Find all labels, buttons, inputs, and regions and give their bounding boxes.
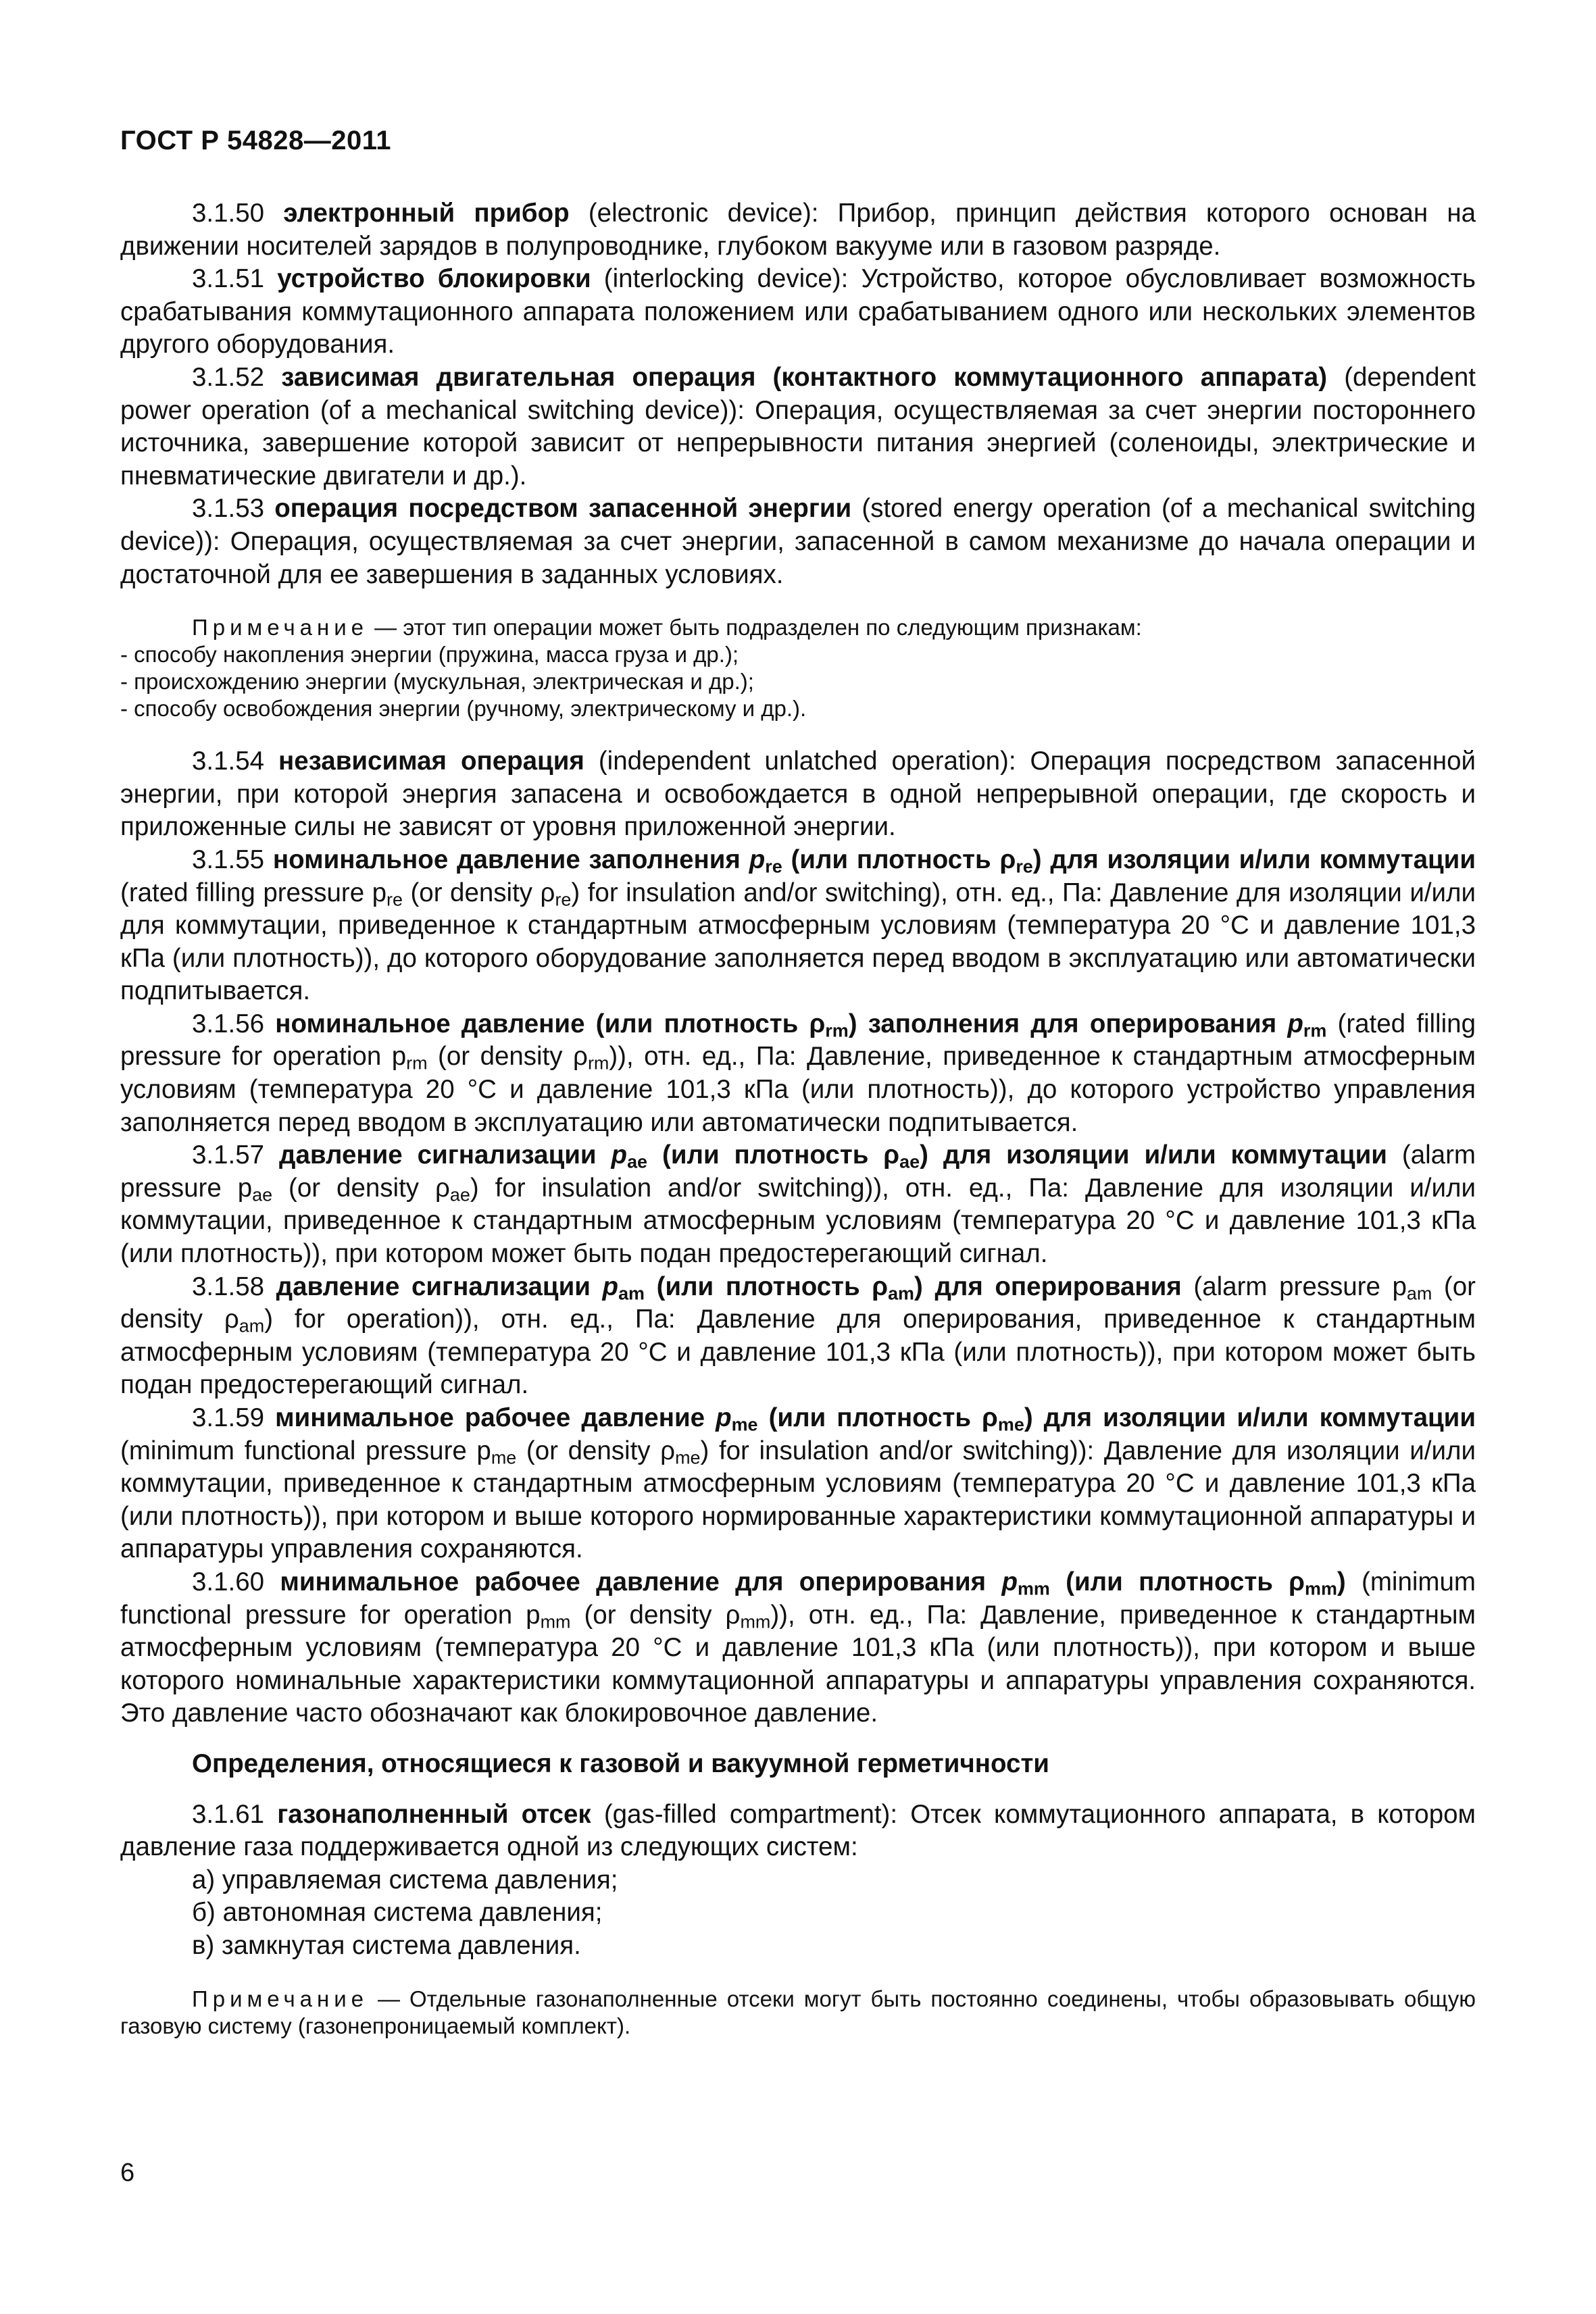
term-3-1-61 xyxy=(120,1799,1476,1864)
term-3-1-57 xyxy=(120,1139,1476,1270)
term-number: 3.1.57 xyxy=(192,1140,265,1170)
term-definition: (gas-filled compartment): Отсек коммутационного аппарата, в котором давление газа поддерживается одной из следующих систем: xyxy=(120,1799,1476,1862)
term-number: 3.1.56 xyxy=(192,1009,265,1038)
term-definition: (interlocking device): Устройство, которое обусловливает возможность срабатывания коммутационного аппарата положением или срабатыванием одного или нескольких элементов другого оборудования. xyxy=(120,264,1476,359)
term-name: независимая операция xyxy=(278,747,584,776)
term-number: 3.1.55 xyxy=(192,845,265,874)
term-number: 3.1.61 xyxy=(192,1799,265,1829)
document-page xyxy=(120,0,1476,2314)
document-body xyxy=(120,197,1476,2040)
term-number: 3.1.51 xyxy=(192,264,265,294)
list-item: в) замкнутая система давления. xyxy=(192,1930,581,1960)
term-number: 3.1.50 xyxy=(192,199,265,228)
term-3-1-50 xyxy=(120,197,1476,263)
note-block xyxy=(120,1986,1476,2040)
term-name: минимальное рабочее давление $p_{me}$ (или плотность $\rho_{me}$) для изоляции и/или коммутации xyxy=(275,1403,1476,1435)
note-block xyxy=(120,614,1476,722)
term-name: электронный прибор xyxy=(283,199,570,228)
term-number: 3.1.58 xyxy=(192,1272,265,1301)
note-label: Примечание xyxy=(192,1986,369,2011)
document-header: ГОСТ Р 54828—2011 xyxy=(120,126,391,155)
term-name: номинальное давление заполнения $p_{re}$ (или плотность $\rho_{re}$) для изоляции и/или коммутации xyxy=(272,845,1476,877)
term-number: 3.1.60 xyxy=(192,1567,265,1596)
term-definition: (stored energy operation (of a mechanical switching device)): Операция, осуществляемая за счет энергии, запасенной в самом механизме до начала операции и достаточной для ее завершения в заданных условиях. xyxy=(120,494,1476,589)
note-list-item: - способу накопления энергии (пружина, масса груза и др.); xyxy=(120,642,739,668)
term-name: операция посредством запасенной энергии xyxy=(274,494,852,524)
term-3-1-53 xyxy=(120,493,1476,591)
list-item: а) управляемая система давления; xyxy=(192,1865,618,1894)
term-name: номинальное давление (или плотность $\rho_{rm}$) заполнения для оперирования $p_{rm}$ xyxy=(275,1009,1327,1041)
term-definition: (minimum functional pressure $p_{me}$ (or density $\rho_{me}$) for insulation and/or switching)): Давление для изоляции и/или коммутации, приведенное к стандартным атмосферным условиям (температура 20 °С и давление 101,3 кПа (или плотность)), при котором и выше которого нормированные характеристики коммутационной аппаратуры и аппаратуры управления сохраняются. xyxy=(120,1436,1476,1564)
term-name: зависимая двигательная операция (контактного коммутационного аппарата) xyxy=(281,362,1328,392)
term-definition: (alarm pressure $p_{am}$ (or density $\rho_{am}$) for operation)), отн. ед., Па: Давление для оперирования, приведенное к стандартным атмосферным условиям (температура 20 °С и давление 101,3 кПа (или плотность)), при котором может быть подан предостерегающий сигнал. xyxy=(120,1272,1476,1400)
term-3-1-59 xyxy=(120,1402,1476,1566)
term-definition: (electronic device): Прибор, принцип действия которого основан на движении носителей зарядов в полупроводнике, глубоком вакууме или в газовом разряде. xyxy=(120,199,1476,261)
note-text: — Отдельные газонаполненные отсеки могут быть постоянно соединены, чтобы образовывать общую газовую систему (газонепроницаемый комплект). xyxy=(120,1986,1476,2038)
term-name: давление сигнализации $p_{ae}$ (или плотность $\rho_{ae}$) для изоляции и/или коммутации xyxy=(279,1140,1387,1172)
note-text: — этот тип операции может быть подразделен по следующим признакам: xyxy=(368,615,1142,640)
term-name: устройство блокировки xyxy=(277,264,591,294)
term-3-1-52 xyxy=(120,361,1476,493)
term-definition: (rated filling pressure for operation $p_{rm}$ (or density $\rho_{rm}$)), отн. ед., Па: Давление, приведенное к стандартным атмосферным условиям (температура 20 °С и давление 101,3 кПа (или плотность)), до которого устройство управления заполняется перед вводом в эксплуатацию или автоматически подпитывается. xyxy=(120,1009,1476,1137)
term-3-1-55 xyxy=(120,844,1476,1008)
term-3-1-51 xyxy=(120,263,1476,361)
term-number: 3.1.54 xyxy=(192,747,265,776)
note-list-item: - способу освобождения энергии (ручному, электрическому и др.). xyxy=(120,696,807,722)
term-definition: (independent unlatched operation): Операция посредством запасенной энергии, при которой энергия запасена и освобождается в одной непрерывной операции, где скорость и приложенные силы не зависят от уровня приложенной энергии. xyxy=(120,747,1476,842)
section-heading: Определения, относящиеся к газовой и вакуумной герметичности xyxy=(192,1749,1049,1778)
term-name: минимальное рабочее давление для оперирования $p_{mm}$ (или плотность $\rho_{mm}$) xyxy=(280,1567,1346,1599)
term-definition: (rated filling pressure $p_{re}$ (or density $\rho_{re}$) for insulation and/or switching), отн. ед., Па: Давление для изоляции и/или для коммутации, приведенное к стандартным атмосферным условиям (температура 20 °С и давление 101,3 кПа (или плотность)), до которого оборудование заполняется перед вводом в эксплуатацию или автоматически подпитывается. xyxy=(120,878,1476,1006)
term-number: 3.1.53 xyxy=(192,494,265,524)
term-definition: (minimum functional pressure for operation $p_{mm}$ (or density $\rho_{mm}$)), отн. ед., Па: Давление, приведенное к стандартным атмосферным условиям (температура 20 °С и давление 101,3 кПа (или плотность)), при котором и выше которого номинальные характеристики коммутационной аппаратуры и аппаратуры управления сохраняются. Это давление часто обозначают как блокировочное давление. xyxy=(120,1567,1476,1728)
term-definition: (alarm pressure $p_{ae}$ (or density $\rho_{ae}$) for insulation and/or switching)), отн. ед., Па: Давление для изоляции и/или коммутации, приведенное к стандартным атмосферным условиям (температура 20 °С и давление 101,3 кПа (или плотность)), при котором может быть подан предостерегающий сигнал. xyxy=(120,1140,1476,1269)
note-label: Примечание xyxy=(192,615,369,640)
term-number: 3.1.52 xyxy=(192,362,265,392)
term-3-1-56 xyxy=(120,1008,1476,1139)
term-number: 3.1.59 xyxy=(192,1403,265,1432)
term-3-1-60 xyxy=(120,1566,1476,1730)
note-intro xyxy=(120,614,1476,641)
list-item: б) автономная система давления; xyxy=(192,1898,603,1928)
term-3-1-58 xyxy=(120,1271,1476,1402)
term-3-1-54 xyxy=(120,745,1476,844)
note-list-item: - происхождению энергии (мускульная, электрическая и др.); xyxy=(120,669,754,695)
term-name: газонаполненный отсек xyxy=(277,1799,591,1829)
term-name: давление сигнализации $p_{am}$ (или плотность $\rho_{am}$) для оперирования xyxy=(276,1272,1182,1304)
note-paragraph xyxy=(120,1986,1476,2040)
page-number: 6 xyxy=(120,2159,135,2187)
term-definition: (dependent power operation (of a mechanical switching device)): Операция, осуществляемая за счет энергии постороннего источника, завершение которой зависит от непрерывности питания энергией (соленоиды, электрические и пневматические двигатели и др.). xyxy=(120,362,1476,491)
